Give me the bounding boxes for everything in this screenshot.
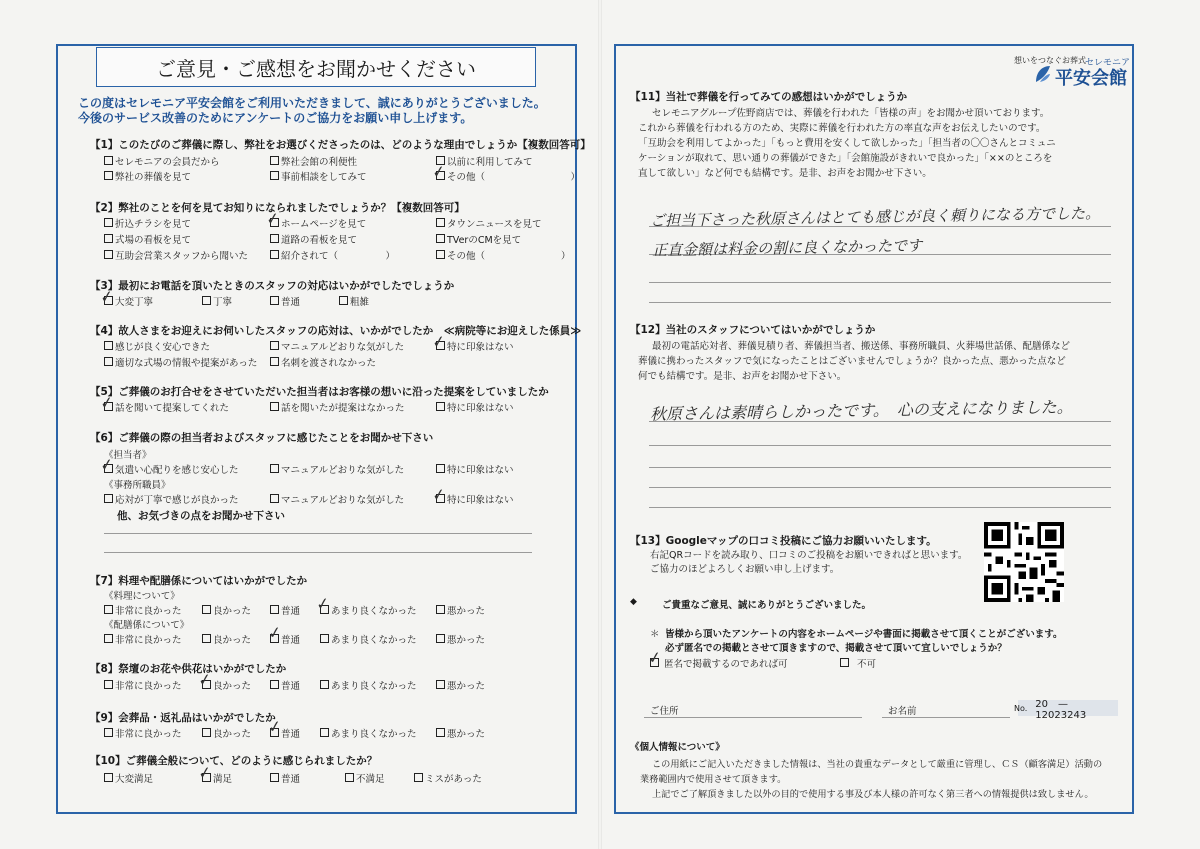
option-label: ホームページを見て: [281, 219, 367, 230]
q6-other-label: 他、お気づきの点をお聞かせ下さい: [117, 510, 285, 522]
q7-option[interactable]: [202, 632, 251, 646]
check-mark-icon: ✓: [196, 762, 213, 783]
q10-option[interactable]: [104, 771, 153, 785]
q1-option[interactable]: [436, 169, 580, 183]
q12-title: 【12】当社のスタッフについてはいかがでしょうか: [630, 324, 876, 336]
q2-option[interactable]: [436, 248, 571, 262]
checkbox[interactable]: [104, 605, 113, 614]
checkbox[interactable]: [104, 234, 113, 243]
q11-body-line: ケーションが取れて、思い通りの葬儀ができた」「会館施設がきれいで良かった」「××のところを: [638, 153, 1053, 164]
checkbox[interactable]: [104, 357, 113, 366]
q9-option[interactable]: [320, 726, 417, 740]
option-label: 不可: [857, 659, 877, 670]
q2-option[interactable]: [270, 232, 357, 246]
checkbox[interactable]: [104, 250, 113, 259]
checkbox[interactable]: [840, 658, 849, 667]
option-label: 非常に良かった: [115, 729, 182, 740]
q6-sub-staff: 《担当者》: [104, 450, 152, 461]
option-label: 悪かった: [447, 681, 486, 692]
option-label: 道路の看板を見て: [281, 235, 358, 246]
qr-code-icon[interactable]: [984, 522, 1064, 602]
checkbox[interactable]: [436, 680, 445, 689]
q3-option[interactable]: [202, 294, 232, 308]
checkbox[interactable]: [270, 494, 279, 503]
checkbox[interactable]: [104, 218, 113, 227]
q9-option[interactable]: [104, 726, 182, 740]
logo-name: 平安会館: [1055, 68, 1127, 89]
q6-option[interactable]: [436, 462, 514, 476]
option-label: あまり良くなかった: [331, 635, 417, 646]
option-label: 弊社会館の利便性: [281, 157, 358, 168]
q7-option[interactable]: [436, 603, 485, 617]
address-label: ご住所: [650, 706, 679, 717]
q10-option[interactable]: [414, 771, 482, 785]
option-label: 気遣い心配りを感じ安心した: [115, 465, 239, 476]
write-line[interactable]: [649, 467, 1111, 468]
checkbox[interactable]: [104, 680, 113, 689]
q1-option[interactable]: [270, 169, 367, 183]
option-label: 特に印象はない: [447, 342, 514, 353]
write-line[interactable]: [104, 533, 532, 534]
q4-option[interactable]: [270, 355, 376, 369]
q2-option[interactable]: [436, 216, 542, 230]
q4-option[interactable]: [104, 339, 210, 353]
write-line[interactable]: [649, 487, 1111, 488]
option-label: 互助会営業スタッフから聞いた: [115, 251, 249, 262]
option-label: ミスがあった: [425, 774, 482, 785]
serial-number-box: [1014, 699, 1118, 721]
q9-option[interactable]: [202, 726, 251, 740]
q7-option[interactable]: [320, 603, 417, 617]
option-label: 弊社の葬儀を見て: [115, 172, 192, 183]
privacy-line: 上記でご了解頂きました以外の目的で使用する事及び本人様の許可なく第三者への情報提供は致しません。: [652, 789, 1094, 800]
option-label: 折込チラシを見て: [115, 219, 192, 230]
check-mark-icon: ✓: [266, 622, 283, 643]
q1-option[interactable]: [104, 169, 191, 183]
q7-option[interactable]: [202, 603, 251, 617]
q2-option[interactable]: [270, 248, 395, 262]
q5-option[interactable]: [436, 400, 514, 414]
option-label: 非常に良かった: [115, 681, 182, 692]
q5-title: 【5】ご葬儀のお打合せをさせていただいた担当者はお客様の想いに沿った提案をしていましたか: [90, 386, 549, 398]
logo-brand: セレモニア: [1085, 58, 1131, 68]
q6-option[interactable]: [270, 462, 404, 476]
q12-body-line: 何でも結構です。是非、お声をお聞かせ下さい。: [638, 371, 847, 382]
write-line[interactable]: [104, 552, 532, 553]
checkbox[interactable]: [104, 171, 113, 180]
survey-heading-text: ご意見・ご感想をお聞かせください: [156, 56, 476, 81]
asterisk-icon: ＊: [650, 629, 660, 640]
q2-option[interactable]: [104, 232, 191, 246]
intro-line-1: この度はセレモニア平安会館をご利用いただきまして、誠にありがとうございました。: [78, 96, 546, 110]
option-label: 特に印象はない: [447, 403, 514, 414]
option-label: 良かった: [213, 635, 252, 646]
q7-title: 【7】料理や配膳係についてはいかがでしたか: [90, 575, 308, 587]
q12-body-line: 最初の電話応対者、葬儀見積り者、葬儀担当者、搬送係、事務所職員、火葬場世話係、配膳係など: [652, 341, 1071, 352]
checkbox[interactable]: [270, 234, 279, 243]
check-mark-icon: ✓: [98, 454, 115, 475]
checkbox[interactable]: [270, 357, 279, 366]
option-label: 大変丁寧: [115, 297, 154, 308]
q13-body-line: ご協力のほどよろしくお願い申し上げます。: [650, 564, 840, 575]
q2-option[interactable]: [436, 232, 521, 246]
checkbox[interactable]: [320, 728, 329, 737]
intro-line-2: 今後のサービス改善のためにアンケートのご協力をお願い申し上げます。: [78, 111, 473, 125]
q7-option[interactable]: [436, 632, 485, 646]
handwritten-comment: 正直金額は料金の割に良くなかったです: [651, 236, 923, 260]
q7-sub-food: 《料理について》: [104, 591, 180, 602]
checkbox[interactable]: [270, 680, 279, 689]
checkbox[interactable]: [345, 773, 354, 782]
thanks-text: ご貴重なご意見、誠にありがとうございました。: [662, 600, 872, 611]
checkbox[interactable]: [436, 250, 445, 259]
checkbox[interactable]: [436, 728, 445, 737]
q10-option[interactable]: [345, 771, 385, 785]
option-label: 紹介されて（ ）: [281, 251, 396, 262]
handwritten-comment: 秋原さんは素晴らしかったです。 心の支えになりました。: [649, 397, 1073, 424]
checkbox[interactable]: [270, 171, 279, 180]
checkbox[interactable]: [436, 234, 445, 243]
q8-option[interactable]: [320, 678, 417, 692]
option-label: 話を聞いたが提案はなかった: [281, 403, 405, 414]
option-label: 非常に良かった: [115, 606, 182, 617]
option-label: 悪かった: [447, 729, 486, 740]
option-label: 特に印象はない: [447, 465, 514, 476]
name-label: お名前: [888, 706, 917, 717]
q11-body-line: これから葬儀を行われる方のため、実際に葬儀を行われた方の率直な声をお伝えしたいのです。: [638, 123, 1046, 134]
page-fold: [598, 0, 602, 849]
checkbox[interactable]: [270, 773, 279, 782]
handwritten-comment: ご担当下さった秋原さんはとても感じが良く頼りになる方でした。: [649, 204, 1101, 230]
checkbox[interactable]: [414, 773, 423, 782]
q9-title: 【9】会葬品・返礼品はいかがでしたか: [90, 712, 276, 724]
q8-title: 【8】祭壇のお花や供花はいかがでしたか: [90, 663, 287, 675]
option-label: 大変満足: [115, 774, 154, 785]
option-label: 事前相談をしてみて: [281, 172, 367, 183]
option-label: 応対が丁寧で感じが良かった: [115, 495, 239, 506]
q3-title: 【3】最初にお電話を頂いたときのスタッフの対応はいかがでしたでしょうか: [90, 280, 455, 292]
q2-option[interactable]: [104, 248, 248, 262]
option-label: 話を聞いて提案してくれた: [115, 403, 230, 414]
check-mark-icon: ✓: [646, 647, 663, 668]
q11-title: 【11】当社で葬儀を行ってみての感想はいかがでしょうか: [630, 91, 908, 103]
check-mark-icon: ✓: [430, 484, 447, 505]
option-label: 丁寧: [213, 297, 233, 308]
checkbox[interactable]: [202, 728, 211, 737]
consent-line-2: 必ず匿名での掲載とさせて頂きますので、掲載させて頂いて宜しいでしょうか？: [665, 643, 1007, 654]
check-mark-icon: ✓: [266, 716, 283, 737]
option-label: 感じが良く安心できた: [115, 342, 211, 353]
logo-tagline: 想いをつなぐお葬式: [1014, 56, 1086, 65]
write-line[interactable]: [649, 445, 1111, 446]
checkbox[interactable]: [270, 296, 279, 305]
option-label: 良かった: [213, 681, 252, 692]
option-label: 普通: [281, 729, 301, 740]
check-mark-icon: ✓: [264, 208, 281, 229]
checkbox[interactable]: [436, 402, 445, 411]
privacy-title: 《個人情報について》: [630, 742, 725, 753]
option-label: その他（ ）: [447, 172, 581, 183]
serial-number-label: No.: [1014, 703, 1028, 713]
logo-mark-icon: [1034, 64, 1052, 84]
option-label: 不満足: [356, 774, 385, 785]
option-label: 非常に良かった: [115, 635, 182, 646]
q6-option[interactable]: [436, 492, 514, 506]
name-field[interactable]: [882, 717, 1010, 718]
checkbox[interactable]: [202, 634, 211, 643]
check-mark-icon: ✓: [430, 161, 447, 182]
q4-option[interactable]: [270, 339, 404, 353]
checkbox[interactable]: [104, 494, 113, 503]
option-label: マニュアルどおりな気がした: [281, 465, 405, 476]
option-label: マニュアルどおりな気がした: [281, 495, 405, 506]
q5-option[interactable]: [270, 400, 405, 414]
consent-option-no[interactable]: [840, 656, 876, 670]
option-label: タウンニュースを見て: [447, 219, 542, 230]
option-label: あまり良くなかった: [331, 606, 417, 617]
checkbox[interactable]: [104, 728, 113, 737]
q1-option[interactable]: [436, 154, 533, 168]
q4-option[interactable]: [104, 355, 257, 369]
option-label: あまり良くなかった: [331, 729, 417, 740]
check-mark-icon: ✓: [430, 331, 447, 352]
option-label: 普通: [281, 606, 301, 617]
option-label: 悪かった: [447, 606, 486, 617]
serial-number-value: 20 — 12023243: [1035, 699, 1087, 721]
q8-option[interactable]: [270, 678, 300, 692]
q7-option[interactable]: [104, 603, 182, 617]
q4-option[interactable]: [436, 339, 514, 353]
q7-sub-server: 《配膳係について》: [104, 620, 190, 631]
option-label: 特に印象はない: [447, 495, 514, 506]
checkbox[interactable]: [320, 680, 329, 689]
q10-title: 【10】ご葬儀全般について、どのように感じられましたか？: [90, 755, 378, 767]
option-label: TVerのCMを見て: [447, 235, 522, 246]
option-label: 良かった: [213, 729, 252, 740]
q4-title: 【4】故人さまをお迎えにお伺いしたスタッフの応対は、いかがでしたか ≪病院等にお迎えした係員≫: [90, 325, 582, 337]
q3-option[interactable]: [270, 294, 300, 308]
option-label: 普通: [281, 635, 301, 646]
check-mark-icon: ✓: [196, 669, 213, 690]
q10-option[interactable]: [270, 771, 300, 785]
option-label: あまり良くなかった: [331, 681, 417, 692]
option-label: 名刺を渡されなかった: [281, 358, 377, 369]
q2-option[interactable]: [270, 216, 366, 230]
q12-body-line: 葬儀に携わったスタッフで気になったことはございませんでしょうか？良かった点、悪かった点など: [638, 356, 1066, 367]
option-label: セレモニアの会員だから: [115, 157, 220, 168]
q3-option[interactable]: [339, 294, 369, 308]
q1-title: 【1】このたびのご葬儀に際し、弊社をお選びくださったのは、どのような理由でしょうか【複数回答可】: [90, 139, 591, 151]
q11-body-line: セレモニアグループ佐野商店では、葬儀を行われた「皆様の声」をお聞かせ頂いております。: [652, 108, 1050, 119]
q6-option[interactable]: [270, 492, 404, 506]
diamond-icon: ◆: [630, 597, 637, 607]
option-label: 普通: [281, 774, 301, 785]
checkbox[interactable]: [270, 156, 279, 165]
checkbox[interactable]: [104, 156, 113, 165]
option-label: マニュアルどおりな気がした: [281, 342, 405, 353]
q1-option[interactable]: [104, 154, 220, 168]
checkbox[interactable]: [104, 341, 113, 350]
q11-body-line: 直して欲しい」など何でも結構です。是非、お声をお聞かせ下さい。: [638, 168, 932, 179]
survey-heading: [96, 47, 536, 87]
option-label: 適切な式場の情報や提案があった: [115, 358, 258, 369]
checkbox[interactable]: [339, 296, 348, 305]
check-mark-icon: ✓: [314, 593, 331, 614]
q13-body-line: 右記QRコードを読み取り、口コミのご投稿をお願いできればと思います。: [650, 550, 968, 561]
q2-option[interactable]: [104, 216, 191, 230]
option-label: 普通: [281, 297, 301, 308]
option-label: 粗雑: [350, 297, 370, 308]
q13-title: 【13】Googleマップの口コミ投稿にご協力お願いいたします。: [630, 535, 937, 547]
privacy-line: この用紙にご記入いただきました情報は、当社の貴重なデータとして厳重に管理し、ＣＳ（顧客満足）活動の: [652, 759, 1103, 770]
checkbox[interactable]: [436, 464, 445, 473]
checkbox[interactable]: [202, 296, 211, 305]
q7-option[interactable]: [320, 632, 417, 646]
option-label: 悪かった: [447, 635, 486, 646]
checkbox[interactable]: [270, 341, 279, 350]
checkbox[interactable]: [436, 218, 445, 227]
q7-option[interactable]: [270, 603, 300, 617]
checkbox[interactable]: [104, 634, 113, 643]
option-label: 式場の看板を見て: [115, 235, 192, 246]
option-label: 良かった: [213, 606, 252, 617]
checkbox[interactable]: [104, 773, 113, 782]
q8-option[interactable]: [436, 678, 485, 692]
privacy-line: 業務範囲内で使用させて頂きます。: [640, 774, 787, 785]
q11-body-line: 「互助会を利用してよかった」「もっと費用を安くして欲しかった」「担当者の〇〇さんとコミュニ: [638, 138, 1056, 149]
q9-option[interactable]: [436, 726, 485, 740]
check-mark-icon: ✓: [98, 392, 115, 413]
q6-title: 【6】ご葬儀の際の担当者およびスタッフに感じたことをお聞かせ下さい: [90, 432, 434, 444]
q2-title: 【2】弊社のことを何を見てお知りになられましたでしょうか？【複数回答可】: [90, 202, 465, 214]
option-label: 満足: [213, 774, 233, 785]
q6-option[interactable]: [104, 492, 239, 506]
checkbox[interactable]: [270, 605, 279, 614]
checkbox[interactable]: [270, 402, 279, 411]
checkbox[interactable]: [320, 634, 329, 643]
q5-option[interactable]: [104, 400, 229, 414]
consent-line-1: 皆様から頂いたアンケートの内容をホームページや書面に掲載させて頂くことがございます。: [665, 629, 1063, 640]
q8-option[interactable]: [104, 678, 182, 692]
check-mark-icon: ✓: [98, 286, 115, 307]
option-label: 普通: [281, 681, 301, 692]
option-label: 匿名で掲載するのであれば可: [664, 659, 788, 670]
q6-option[interactable]: [104, 462, 239, 476]
checkbox[interactable]: [436, 605, 445, 614]
write-line[interactable]: [649, 302, 1111, 303]
write-line[interactable]: [649, 507, 1111, 508]
checkbox[interactable]: [436, 634, 445, 643]
address-field[interactable]: [644, 717, 862, 718]
q7-option[interactable]: [104, 632, 182, 646]
checkbox[interactable]: [202, 605, 211, 614]
q1-option[interactable]: [270, 154, 357, 168]
option-label: 以前に利用してみて: [447, 157, 533, 168]
checkbox[interactable]: [270, 250, 279, 259]
checkbox[interactable]: [270, 464, 279, 473]
q6-sub-office: 《事務所職員》: [104, 480, 171, 491]
option-label: その他（ ）: [447, 251, 571, 262]
write-line[interactable]: [649, 282, 1111, 283]
consent-option-yes[interactable]: [650, 656, 788, 670]
